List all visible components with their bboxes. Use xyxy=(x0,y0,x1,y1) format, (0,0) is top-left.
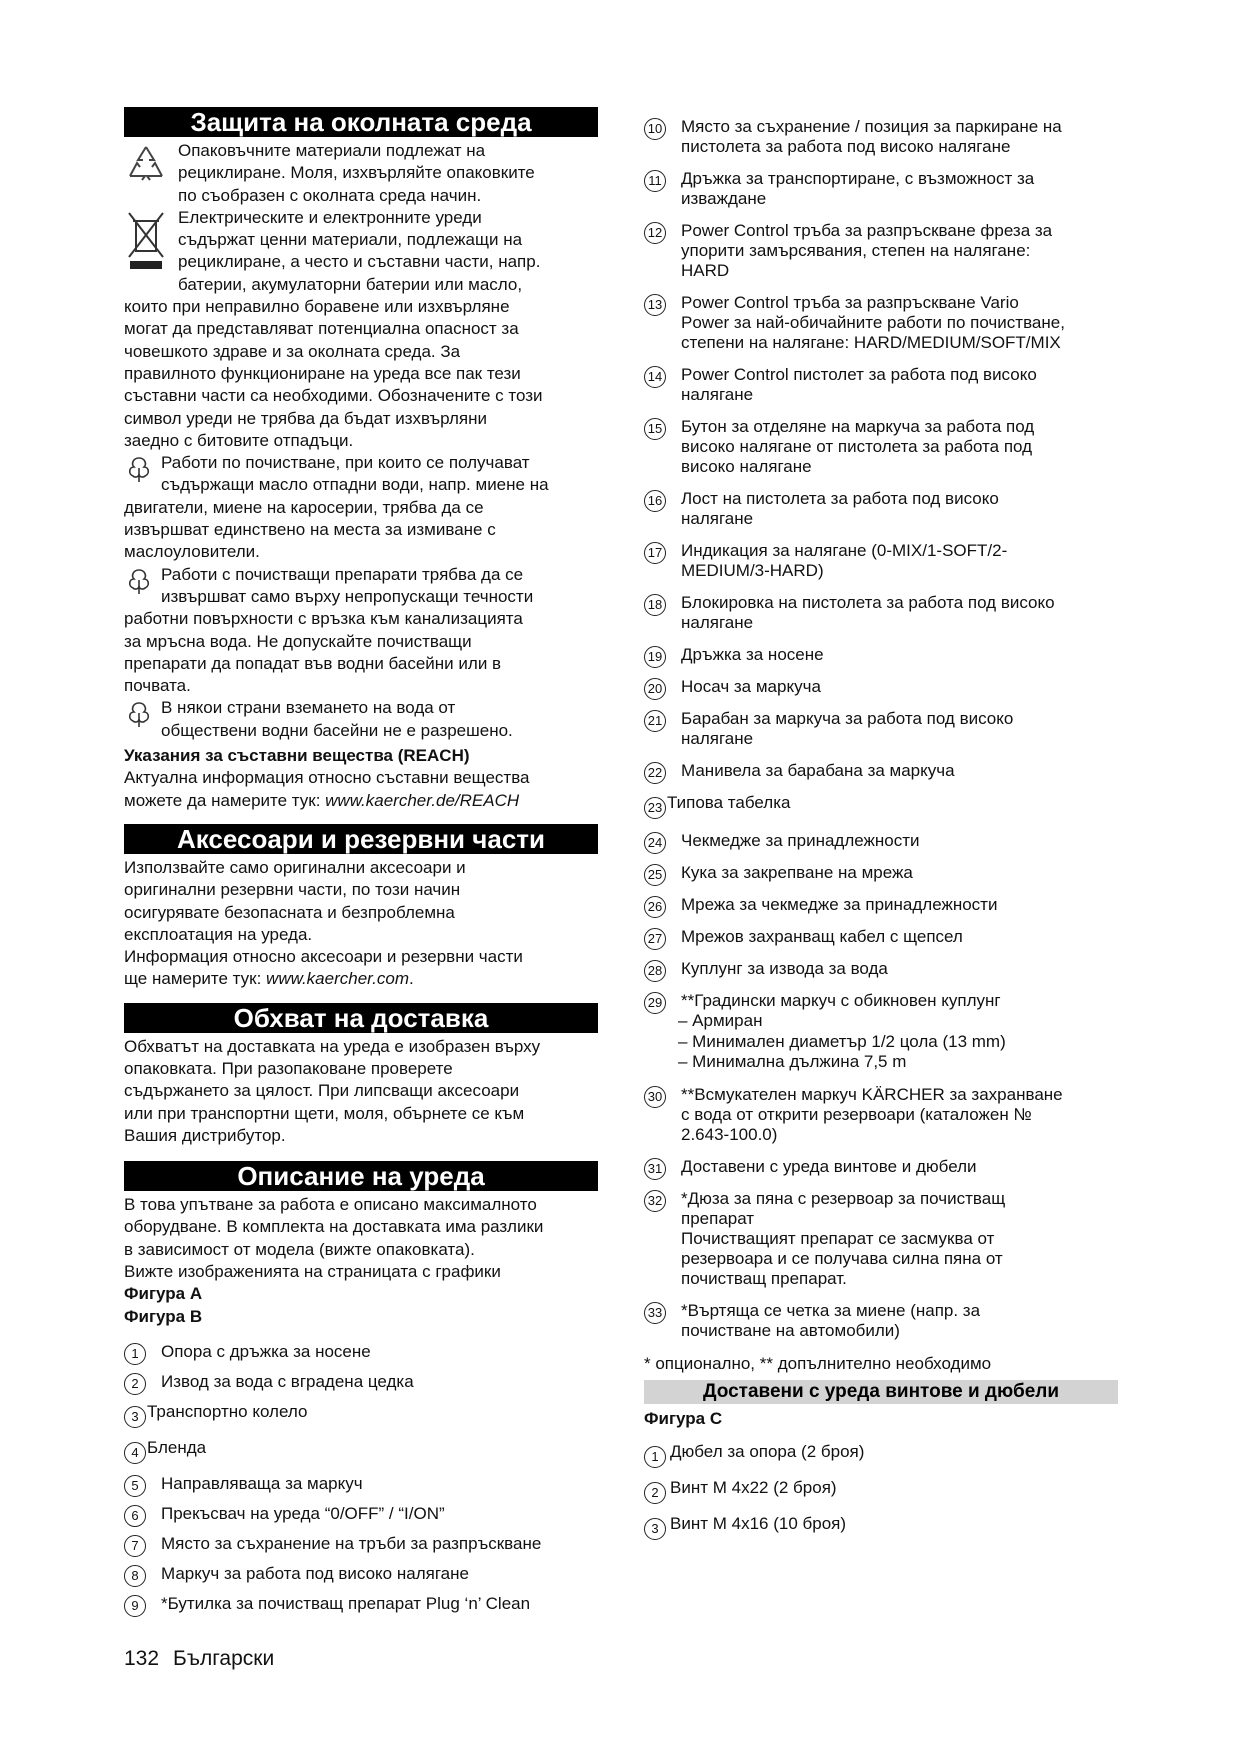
item-text-line: упорити замърсявания, степен на налягане: xyxy=(681,241,1031,260)
text-line: извършват само върху непропускащи течности xyxy=(161,586,534,606)
item-text-line: налягане xyxy=(681,729,754,748)
item-text-line: Кука за закрепване на мрежа xyxy=(681,863,913,882)
screw-item-text: Винт M 4x16 (10 броя) xyxy=(670,1514,847,1534)
detergent-text-continued xyxy=(124,608,598,697)
item-text-line: Манивела за барабана за маркуча xyxy=(681,761,955,780)
item-text-line: *Въртяща се четка за миене (напр. за xyxy=(681,1300,981,1320)
item-number-circle: 5 xyxy=(124,1475,146,1497)
text-line: оборудване. В комплекта на доставката има разлики xyxy=(124,1217,544,1237)
item-number-circle: 31 xyxy=(644,1158,666,1180)
text-line: Работи по почистване, при които се получават xyxy=(161,453,530,473)
footnote: * опционално, ** допълнително необходимо xyxy=(644,1353,992,1373)
item-number-circle: 18 xyxy=(644,594,666,616)
component-item-24 xyxy=(644,831,1124,851)
text-line: човешкото здраве и за околната среда. За xyxy=(124,341,461,361)
item-number-circle: 3 xyxy=(124,1406,146,1428)
item-text-line: Power Control тръба за разпръскване фреза за xyxy=(681,221,1053,240)
page-number: 132 xyxy=(124,1647,160,1670)
item-number-circle: 21 xyxy=(644,710,666,732)
recycling-icon xyxy=(124,142,168,191)
item-text-line: степени на налягане: HARD/MEDIUM/SOFT/MIX xyxy=(681,333,1061,352)
screw-item-2 xyxy=(644,1478,1124,1504)
component-item-18 xyxy=(644,593,1124,633)
item-number-circle: 13 xyxy=(644,294,666,316)
text-line: рециклиране, а често и съставни части, напр. xyxy=(178,252,541,272)
figure-b-label: Фигура B xyxy=(124,1306,203,1326)
item-number-circle: 2 xyxy=(644,1482,666,1504)
item-text-line: Power Control пистолет за работа под високо xyxy=(681,365,1037,384)
text-line: експлоатация на уреда. xyxy=(124,924,313,944)
item-text-line: Извод за вода с вградена цедка xyxy=(161,1371,414,1391)
component-item-13 xyxy=(644,293,1124,353)
item-text-line: изваждане xyxy=(681,189,767,208)
component-item-17 xyxy=(644,541,1124,581)
component-item-19 xyxy=(644,645,1124,665)
environment-leaf-icon xyxy=(124,566,154,601)
text-line: Обхватът на доставката на уреда е изобразен върху xyxy=(124,1036,541,1056)
item-number-circle: 22 xyxy=(644,762,666,784)
text-line: почвата. xyxy=(124,676,191,696)
text-line: в зависимост от модела (вижте опаковката). xyxy=(124,1239,475,1259)
oil-text-continued xyxy=(124,497,598,564)
item-text-line: Дръжка за носене xyxy=(681,645,824,664)
item-number-circle: 23 xyxy=(644,797,666,819)
item-text-line: високо налягане от пистолета за работа под xyxy=(681,437,1033,456)
component-item-12 xyxy=(644,221,1124,281)
item-text-line: Куплунг за извода за вода xyxy=(681,959,888,978)
text-line: съдържащи масло отпадни води, напр. миене на xyxy=(161,475,549,495)
text-line: рециклиране. Моля, изхвърляйте опаковките xyxy=(178,163,535,183)
item-text-line: *Дюза за пяна с резервоар за почистващ xyxy=(681,1188,1006,1208)
item-number-circle: 12 xyxy=(644,222,666,244)
text-line: заедно с битовите отпадъци. xyxy=(124,430,354,450)
item-text-line: почистващ препарат. xyxy=(681,1268,847,1288)
item-number-circle: 20 xyxy=(644,678,666,700)
item-number-circle: 1 xyxy=(644,1446,666,1468)
item-number-circle: 4 xyxy=(124,1442,146,1464)
text-line: работни повърхности с връзка към канализацията xyxy=(124,609,523,629)
item-text-line: Прекъсвач на уреда “0/OFF” / “I/ON” xyxy=(161,1503,445,1523)
item-number-circle: 17 xyxy=(644,542,666,564)
item-number-circle: 19 xyxy=(644,646,666,668)
reach-line-1: Актуална информация относно съставни вещества xyxy=(124,768,530,788)
item-number-circle: 9 xyxy=(124,1595,146,1617)
description-text xyxy=(124,1194,598,1283)
text-line: препарати да попадат във водни басейни или в xyxy=(124,653,502,673)
component-item-25 xyxy=(644,863,1124,883)
item-text-line: Маркуч за работа под високо налягане xyxy=(161,1563,469,1583)
item-number-circle: 16 xyxy=(644,490,666,512)
left-column xyxy=(124,107,598,1624)
component-list-right xyxy=(644,117,1124,1341)
text-line: съставни части са необходими. Обозначените с този xyxy=(124,386,543,406)
component-item-21 xyxy=(644,709,1124,749)
environment-leaf-icon xyxy=(124,699,154,734)
reach-line-2 xyxy=(124,790,598,812)
accessories-text xyxy=(124,857,598,968)
text-line: Вашия дистрибутор. xyxy=(124,1125,286,1145)
item-number-circle: 8 xyxy=(124,1565,146,1587)
component-item-20 xyxy=(644,677,1124,697)
section-header-accessories: Аксесоари и резервни части xyxy=(124,824,598,854)
item-text-line: Място за съхранение на тръби за разпръскване xyxy=(161,1533,542,1553)
component-item-14 xyxy=(644,365,1124,405)
item-text-line: Блокировка на пистолета за работа под високо xyxy=(681,593,1055,612)
section-header-environment: Защита на околната среда xyxy=(124,107,598,137)
item-dash-line: – Армиран xyxy=(678,1011,763,1030)
component-item-5 xyxy=(124,1474,598,1494)
item-number-circle: 10 xyxy=(644,118,666,140)
figure-c-label: Фигура C xyxy=(644,1408,723,1428)
component-item-27 xyxy=(644,927,1124,947)
weee-text-continued xyxy=(124,296,598,452)
item-text-line: Бленда xyxy=(147,1437,207,1457)
item-number-circle: 3 xyxy=(644,1518,666,1540)
item-text-line: Типова табелка xyxy=(667,793,791,812)
component-item-10 xyxy=(644,117,1124,157)
item-text-line: 2.643-100.0) xyxy=(681,1124,778,1144)
text-line: Опаковъчните материали подлежат на xyxy=(178,141,486,160)
item-text-line: Лост на пистолета за работа под високо xyxy=(681,489,999,508)
item-text-line: с вода от открити резервоари (каталожен № xyxy=(681,1104,1032,1124)
recycling-text xyxy=(124,140,598,207)
item-text-line: Барабан за маркуча за работа под високо xyxy=(681,709,1014,728)
text-line: двигатели, миене на каросерии, трябва да се xyxy=(124,497,484,517)
item-text-line: препарат xyxy=(681,1208,755,1228)
component-item-31 xyxy=(644,1157,1124,1177)
item-text-line: високо налягане xyxy=(681,457,812,476)
text-line: батерии, акумулаторни батерии или масло, xyxy=(178,274,523,294)
item-number-circle: 11 xyxy=(644,170,666,192)
reach-prefix: можете да намерите тук: xyxy=(124,790,326,810)
text-line: В това упътване за работа е описано максималното xyxy=(124,1195,537,1215)
component-item-8 xyxy=(124,1564,598,1584)
water-text xyxy=(124,697,598,742)
accessories-prefix: ще намерите тук: xyxy=(124,969,267,989)
language-label: Български xyxy=(173,1647,275,1670)
screw-item-text: Дюбел за опора (2 броя) xyxy=(670,1442,865,1462)
weee-paragraph xyxy=(124,207,598,296)
item-dash-line: – Минимален диаметър 1/2 цола (13 mm) xyxy=(678,1031,1006,1051)
item-number-circle: 7 xyxy=(124,1535,146,1557)
accessories-suffix: . xyxy=(409,969,414,989)
item-text-line: почистване на автомобили) xyxy=(681,1320,900,1340)
screw-item-text: Винт M 4x22 (2 броя) xyxy=(670,1478,837,1498)
text-line: обществени водни басейни не е разрешено. xyxy=(161,720,513,740)
screw-list xyxy=(644,1442,1124,1540)
component-item-7 xyxy=(124,1534,598,1554)
component-item-26 xyxy=(644,895,1124,915)
component-item-16 xyxy=(644,489,1124,529)
text-line: които при неправилно боравене или изхвърляне xyxy=(124,297,510,317)
item-number-circle: 25 xyxy=(644,864,666,886)
environment-leaf-icon xyxy=(124,454,154,489)
oil-paragraph xyxy=(124,452,598,497)
accessories-last-line xyxy=(124,968,598,990)
section-header-description: Описание на уреда xyxy=(124,1161,598,1191)
text-line: маслоуловители. xyxy=(124,542,260,562)
text-line: В някои страни вземането на вода от xyxy=(161,698,456,718)
text-line: по съобразен с околната среда начин. xyxy=(178,185,482,205)
text-line: Работи с почистващи препарати трябва да се xyxy=(161,564,524,584)
component-item-30 xyxy=(644,1085,1124,1145)
text-line: осигурявате безопасната и безпроблемна xyxy=(124,902,455,922)
component-item-3 xyxy=(124,1402,598,1428)
item-text-line: Място за съхранение / позиция за паркиране на xyxy=(681,117,1062,136)
item-number-circle: 28 xyxy=(644,960,666,982)
reach-title: Указания за съставни вещества (REACH) xyxy=(124,746,470,766)
scope-text xyxy=(124,1036,598,1147)
text-line: извършват единствено на места за измиване с xyxy=(124,520,496,540)
item-number-circle: 6 xyxy=(124,1505,146,1527)
text-line: символ уреди не трябва да бъдат изхвърляни xyxy=(124,408,487,428)
item-number-circle: 1 xyxy=(124,1343,146,1365)
text-line: Информация относно аксесоари и резервни части xyxy=(124,947,523,967)
item-text-line: налягане xyxy=(681,385,754,404)
item-text-line: резервоара и се получава силна пяна от xyxy=(681,1248,1003,1268)
component-item-23 xyxy=(644,793,1124,819)
item-number-circle: 24 xyxy=(644,832,666,854)
text-line: съдържането за цялост. При липсващи аксесоари xyxy=(124,1081,520,1101)
item-number-circle: 2 xyxy=(124,1373,146,1395)
water-paragraph xyxy=(124,697,598,742)
text-line: или при транспортни щети, моля, обърнете се към xyxy=(124,1103,525,1123)
text-line: Вижте изображенията на страницата с графики xyxy=(124,1262,501,1282)
reach-link[interactable]: www.kaercher.de/REACH xyxy=(325,790,520,810)
component-item-28 xyxy=(644,959,1124,979)
text-line: правилното функциониране на уреда все пак тези xyxy=(124,363,521,383)
recycling-paragraph xyxy=(124,140,598,207)
text-line: съдържат ценни материали, подлежащи на xyxy=(178,230,523,250)
text-line: могат да представляват потенциална опасност за xyxy=(124,319,519,339)
item-text-line: Индикация за налягане (0-MIX/1-SOFT/2- xyxy=(681,541,1008,560)
item-number-circle: 15 xyxy=(644,418,666,440)
item-dash-line: – Минимална дължина 7,5 m xyxy=(678,1052,907,1071)
component-item-1 xyxy=(124,1342,598,1362)
item-text-line: HARD xyxy=(681,261,730,280)
item-text-line: **Всмукателен маркуч KÄRCHER за захранване xyxy=(681,1084,1063,1104)
item-text-line: MEDIUM/3-HARD) xyxy=(681,561,824,580)
weee-text xyxy=(124,207,598,296)
component-item-29 xyxy=(644,991,1124,1073)
item-text-line: Почистващият препарат се засмуква от xyxy=(681,1228,995,1248)
text-line: Използвайте само оригинални аксесоари и xyxy=(124,857,466,877)
component-item-11 xyxy=(644,169,1124,209)
item-text-line: **Градински маркуч с обикновен куплунг xyxy=(681,991,1001,1010)
text-line: опаковката. При разопаковане проверете xyxy=(124,1058,453,1078)
text-line: Електрическите и електронните уреди xyxy=(178,207,482,227)
component-item-9 xyxy=(124,1594,598,1614)
component-item-33 xyxy=(644,1301,1124,1341)
figure-a-label: Фигура A xyxy=(124,1284,203,1304)
item-text-line: Мрежов захранващ кабел с щепсел xyxy=(681,927,963,946)
item-text-line: Чекмедже за принадлежности xyxy=(681,831,920,850)
accessories-link[interactable]: www.kaercher.com xyxy=(266,969,410,989)
oil-text xyxy=(124,452,598,497)
page-footer xyxy=(124,1646,288,1672)
section-header-scope: Обхват на доставка xyxy=(124,1003,598,1033)
item-text-line: налягане xyxy=(681,509,754,528)
item-text-line: Доставени с уреда винтове и дюбели xyxy=(681,1156,977,1176)
item-text-line: Транспортно колело xyxy=(147,1401,308,1421)
item-text-line: Дръжка за транспортиране, с възможност за xyxy=(681,169,1035,188)
item-number-circle: 29 xyxy=(644,992,666,1014)
item-text-line: Power Control тръба за разпръскване Vario xyxy=(681,293,1019,312)
right-column xyxy=(644,117,1124,1550)
component-item-15 xyxy=(644,417,1124,477)
crossed-bin-icon xyxy=(124,209,168,280)
item-text-line: *Бутилка за почистващ препарат Plug ‘n’ Clean xyxy=(161,1593,531,1613)
component-item-32 xyxy=(644,1189,1124,1289)
item-text-line: Направляваща за маркуч xyxy=(161,1473,363,1493)
component-item-6 xyxy=(124,1504,598,1524)
component-item-2 xyxy=(124,1372,598,1392)
section-header-screws: Доставени с уреда винтове и дюбели xyxy=(644,1380,1118,1404)
item-number-circle: 14 xyxy=(644,366,666,388)
item-text-line: Опора с дръжка за носене xyxy=(161,1341,371,1361)
item-text-line: пистолета за работа под високо налягане xyxy=(681,137,1011,156)
item-number-circle: 33 xyxy=(644,1302,666,1324)
item-number-circle: 30 xyxy=(644,1086,666,1108)
component-item-4 xyxy=(124,1438,598,1464)
item-number-circle: 26 xyxy=(644,896,666,918)
component-item-22 xyxy=(644,761,1124,781)
text-line: за мръсна вода. Не допускайте почистващи xyxy=(124,631,472,651)
screw-item-3 xyxy=(644,1514,1124,1540)
screw-item-1 xyxy=(644,1442,1124,1468)
component-list-left xyxy=(124,1342,598,1614)
detergent-paragraph xyxy=(124,564,598,609)
item-text-line: Мрежа за чекмедже за принадлежности xyxy=(681,895,998,914)
detergent-text xyxy=(124,564,598,609)
text-line: оригинални резервни части, по този начин xyxy=(124,880,461,900)
item-number-circle: 27 xyxy=(644,928,666,950)
item-text-line: налягане xyxy=(681,613,754,632)
item-number-circle: 32 xyxy=(644,1190,666,1212)
item-text-line: Power за най-обичайните работи по почистване, xyxy=(681,313,1065,332)
item-text-line: Бутон за отделяне на маркуча за работа под xyxy=(681,417,1035,436)
item-text-line: Носач за маркуча xyxy=(681,677,821,696)
